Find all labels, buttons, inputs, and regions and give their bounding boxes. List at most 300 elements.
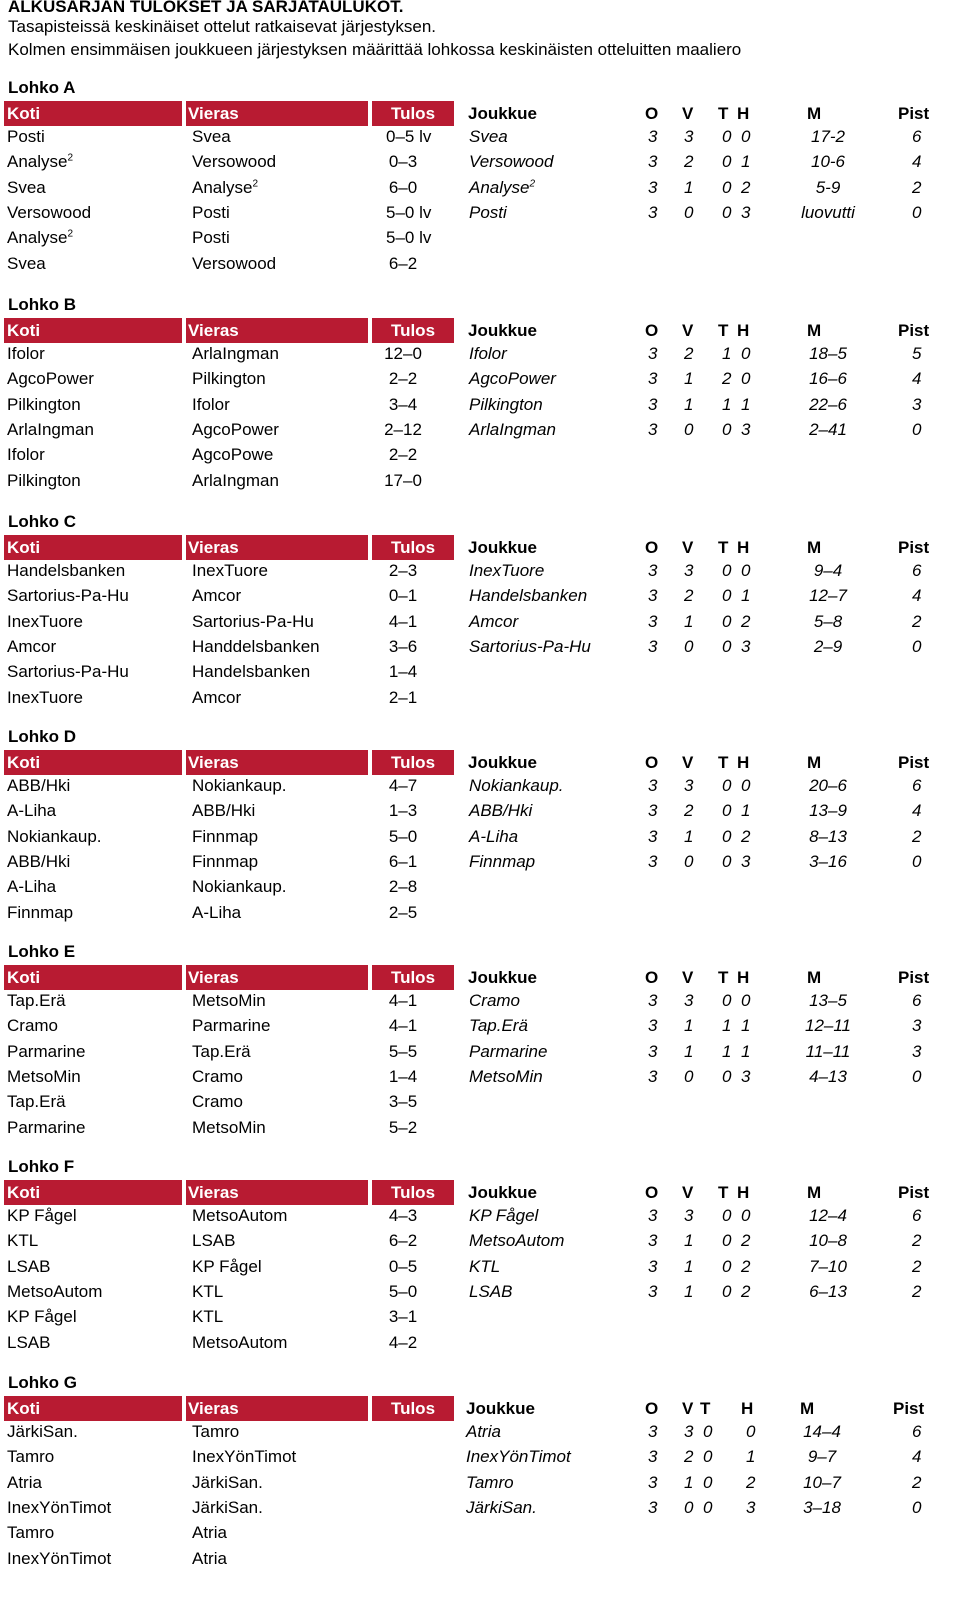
standing-losses: 3 bbox=[741, 1066, 751, 1086]
match-row bbox=[0, 662, 960, 688]
standing-wins: 1 bbox=[684, 177, 694, 197]
away-team: MetsoAutom bbox=[192, 1206, 288, 1225]
standing-goals: 10-6 bbox=[810, 152, 846, 172]
match-result: 6–2 bbox=[388, 253, 418, 273]
standing-wins: 0 bbox=[684, 636, 694, 656]
header-koti: Koti bbox=[4, 750, 182, 775]
footnote-mark: 2 bbox=[67, 152, 74, 164]
away-team: Versowood bbox=[192, 152, 277, 172]
standing-wins: 2 bbox=[684, 344, 694, 363]
standing-team: KP Fågel bbox=[469, 1206, 539, 1225]
header-koti: Koti bbox=[4, 535, 182, 560]
match-row bbox=[0, 1333, 960, 1359]
standing-played: 3 bbox=[648, 826, 658, 846]
home-team: Atria bbox=[7, 1472, 42, 1492]
header-koti: Koti bbox=[4, 1396, 182, 1421]
standing-played: 3 bbox=[648, 991, 658, 1010]
match-row bbox=[0, 1016, 960, 1042]
standing-draws: 0 bbox=[703, 1447, 713, 1467]
standing-points: 0 bbox=[912, 202, 922, 222]
home-team: Tap.Erä bbox=[7, 1092, 66, 1112]
match-row bbox=[0, 637, 960, 663]
away-team: MetsoMin bbox=[192, 991, 266, 1010]
header-o: O bbox=[645, 538, 659, 557]
standing-points: 4 bbox=[912, 369, 922, 389]
match-row bbox=[0, 903, 960, 929]
match-result: 0–3 bbox=[388, 152, 418, 172]
standing-losses: 0 bbox=[741, 991, 751, 1010]
standing-wins: 1 bbox=[684, 611, 694, 631]
standing-played: 3 bbox=[648, 1281, 658, 1301]
header-o: O bbox=[645, 753, 659, 772]
match-row bbox=[0, 827, 960, 853]
standing-team: Cramo bbox=[469, 991, 521, 1010]
standing-losses: 2 bbox=[741, 1231, 751, 1251]
standing-draws: 0 bbox=[722, 851, 732, 871]
group-b bbox=[0, 295, 960, 500]
group-f bbox=[0, 1157, 960, 1362]
away-team: Posti bbox=[192, 202, 230, 222]
header-o: O bbox=[645, 1399, 659, 1418]
standing-losses: 3 bbox=[741, 202, 751, 222]
header-vieras: Vieras bbox=[186, 1180, 368, 1205]
header-m: M bbox=[807, 538, 822, 557]
away-team: Atria bbox=[192, 1523, 227, 1543]
standing-goals: 7–10 bbox=[809, 1256, 847, 1276]
match-row bbox=[0, 688, 960, 714]
standing-team: Handelsbanken bbox=[469, 586, 588, 606]
standing-points: 5 bbox=[912, 344, 922, 363]
standing-losses: 0 bbox=[741, 369, 751, 389]
header-h: H bbox=[741, 1399, 754, 1418]
match-row bbox=[0, 776, 960, 802]
match-result: 0–1 bbox=[388, 586, 418, 606]
match-result: 17–0 bbox=[384, 470, 422, 490]
match-result: 2–2 bbox=[388, 445, 418, 465]
standing-team: Versowood bbox=[469, 152, 554, 172]
header-koti: Koti bbox=[4, 318, 182, 343]
header-o: O bbox=[645, 321, 659, 340]
home-team: AgcoPower bbox=[7, 369, 94, 389]
match-row bbox=[0, 991, 960, 1017]
match-row bbox=[0, 471, 960, 497]
header-v: V bbox=[682, 321, 694, 340]
standing-points: 0 bbox=[912, 419, 922, 439]
header-joukkue: Joukkue bbox=[468, 968, 537, 987]
standing-wins: 1 bbox=[684, 1281, 694, 1301]
match-result: 6–0 bbox=[388, 177, 418, 197]
standing-team: ArlaIngman bbox=[469, 419, 556, 439]
standing-goals: 16–6 bbox=[809, 369, 847, 389]
header-t: T bbox=[718, 753, 729, 772]
standing-draws: 0 bbox=[722, 1066, 732, 1086]
header-joukkue: Joukkue bbox=[468, 321, 537, 340]
match-result: 4–7 bbox=[388, 776, 418, 795]
standing-goals: 10–8 bbox=[809, 1231, 847, 1251]
header-vieras: Vieras bbox=[186, 965, 368, 990]
standing-points: 2 bbox=[912, 826, 922, 846]
group-c bbox=[0, 512, 960, 717]
standing-wins: 0 bbox=[684, 1066, 694, 1086]
match-row bbox=[0, 1042, 960, 1068]
match-result: 6–1 bbox=[388, 851, 418, 871]
standing-losses: 1 bbox=[746, 1447, 756, 1467]
group-d bbox=[0, 727, 960, 932]
standing-draws: 0 bbox=[722, 1256, 732, 1276]
standing-points: 6 bbox=[912, 561, 922, 580]
match-result: 4–1 bbox=[388, 991, 418, 1010]
standing-draws: 0 bbox=[722, 1281, 732, 1301]
match-row bbox=[0, 877, 960, 903]
standing-points: 3 bbox=[912, 1041, 922, 1061]
standing-wins: 3 bbox=[684, 1422, 694, 1441]
standing-goals: 20–6 bbox=[809, 776, 847, 795]
standing-played: 3 bbox=[648, 1041, 658, 1061]
standing-goals: 18–5 bbox=[809, 344, 847, 363]
home-team: KTL bbox=[7, 1231, 39, 1251]
standing-losses: 2 bbox=[741, 826, 751, 846]
header-vieras: Vieras bbox=[186, 535, 368, 560]
standing-points: 2 bbox=[912, 611, 922, 631]
standing-points: 2 bbox=[912, 1472, 922, 1492]
home-team: MetsoAutom bbox=[7, 1281, 103, 1301]
home-team: Ifolor bbox=[7, 344, 45, 363]
standing-team: KTL bbox=[469, 1256, 501, 1276]
standing-wins: 1 bbox=[684, 1016, 694, 1036]
standing-team: Sartorius-Pa-Hu bbox=[469, 636, 591, 656]
match-result: 12–0 bbox=[384, 344, 422, 363]
standing-losses: 0 bbox=[741, 561, 751, 580]
match-result: 0–5 lv bbox=[386, 127, 432, 146]
match-row bbox=[0, 1231, 960, 1257]
home-team: Finnmap bbox=[7, 902, 74, 922]
standing-played: 3 bbox=[648, 1231, 658, 1251]
standing-played: 3 bbox=[648, 636, 658, 656]
match-result: 5–0 lv bbox=[386, 202, 432, 222]
match-row bbox=[0, 1473, 960, 1499]
standing-draws: 0 bbox=[722, 611, 732, 631]
header-tulos: Tulos bbox=[372, 318, 454, 343]
match-result: 3–5 bbox=[388, 1092, 418, 1112]
standing-played: 3 bbox=[648, 202, 658, 222]
standing-points: 6 bbox=[912, 776, 922, 795]
match-row bbox=[0, 254, 960, 280]
header-tulos: Tulos bbox=[372, 750, 454, 775]
standing-wins: 3 bbox=[684, 991, 694, 1010]
home-team: ABB/Hki bbox=[7, 776, 71, 795]
header-v: V bbox=[682, 1183, 694, 1202]
standing-team: Finnmap bbox=[469, 851, 536, 871]
group-e bbox=[0, 942, 960, 1147]
standing-draws: 0 bbox=[722, 1206, 732, 1225]
header-tulos: Tulos bbox=[372, 1396, 454, 1421]
standing-points: 4 bbox=[912, 152, 922, 172]
standing-draws: 0 bbox=[722, 776, 732, 795]
match-row bbox=[0, 1282, 960, 1308]
home-team: A-Liha bbox=[7, 877, 57, 897]
header-v: V bbox=[682, 104, 694, 123]
standing-wins: 0 bbox=[684, 851, 694, 871]
header-h: H bbox=[737, 753, 750, 772]
home-team: A-Liha bbox=[7, 801, 57, 821]
header-t: T bbox=[718, 968, 729, 987]
header-pist: Pist bbox=[898, 321, 930, 340]
home-team: Tamro bbox=[7, 1523, 55, 1543]
match-row bbox=[0, 344, 960, 370]
footnote-mark: 2 bbox=[67, 228, 74, 240]
match-row bbox=[0, 1118, 960, 1144]
header-vieras: Vieras bbox=[186, 318, 368, 343]
standing-goals: 5–8 bbox=[813, 611, 843, 631]
group-g bbox=[0, 1373, 960, 1578]
header-koti: Koti bbox=[4, 965, 182, 990]
standing-losses: 2 bbox=[741, 1256, 751, 1276]
standing-draws: 0 bbox=[703, 1422, 713, 1441]
header-vieras: Vieras bbox=[186, 750, 368, 775]
header-joukkue: Joukkue bbox=[468, 753, 537, 772]
match-result: 2–1 bbox=[388, 687, 418, 707]
away-team: KP Fågel bbox=[192, 1256, 262, 1276]
standing-played: 3 bbox=[648, 561, 658, 580]
match-result: 4–2 bbox=[388, 1332, 418, 1352]
standing-goals: luovutti bbox=[801, 202, 855, 222]
standing-goals: 9–7 bbox=[807, 1447, 837, 1467]
standing-losses: 0 bbox=[741, 127, 751, 146]
header-o: O bbox=[645, 1183, 659, 1202]
standing-team: MetsoAutom bbox=[469, 1231, 565, 1251]
standing-wins: 1 bbox=[684, 394, 694, 414]
match-result: 1–3 bbox=[388, 801, 418, 821]
standing-points: 6 bbox=[912, 127, 922, 146]
standing-played: 3 bbox=[648, 177, 658, 197]
standing-points: 6 bbox=[912, 1206, 922, 1225]
standing-wins: 1 bbox=[684, 369, 694, 389]
home-team: Tamro bbox=[7, 1447, 55, 1467]
standing-wins: 3 bbox=[684, 127, 694, 146]
standing-played: 3 bbox=[648, 127, 658, 146]
standing-losses: 1 bbox=[741, 152, 751, 172]
home-team: KP Fågel bbox=[7, 1206, 77, 1225]
standing-points: 6 bbox=[912, 1422, 922, 1441]
standing-team: Parmarine bbox=[469, 1041, 548, 1061]
standing-team: Nokiankaup. bbox=[469, 776, 564, 795]
standing-goals: 4–13 bbox=[809, 1066, 847, 1086]
standing-losses: 2 bbox=[741, 177, 751, 197]
away-team: Cramo bbox=[192, 1066, 244, 1086]
standing-wins: 1 bbox=[684, 1041, 694, 1061]
standing-played: 3 bbox=[648, 369, 658, 389]
standing-team: InexYönTimot bbox=[466, 1447, 571, 1467]
standing-wins: 0 bbox=[684, 1497, 694, 1517]
away-team: Ifolor bbox=[192, 394, 230, 414]
home-team: Nokiankaup. bbox=[7, 826, 102, 846]
group-title: Lohko A bbox=[8, 78, 76, 97]
header-m: M bbox=[807, 321, 822, 340]
header-pist: Pist bbox=[898, 104, 930, 123]
standing-played: 3 bbox=[648, 1497, 658, 1517]
standing-wins: 1 bbox=[684, 1231, 694, 1251]
header-t: T bbox=[718, 538, 729, 557]
match-result: 5–0 lv bbox=[386, 228, 432, 248]
match-row bbox=[0, 228, 960, 254]
header-joukkue: Joukkue bbox=[466, 1399, 535, 1418]
away-team: Versowood bbox=[192, 253, 277, 273]
home-team: Svea bbox=[7, 253, 46, 273]
header-t: T bbox=[718, 1183, 729, 1202]
standing-played: 3 bbox=[648, 801, 658, 821]
standing-goals: 2–9 bbox=[813, 636, 843, 656]
standing-draws: 0 bbox=[722, 202, 732, 222]
away-team: ArlaIngman bbox=[192, 344, 279, 363]
standing-played: 3 bbox=[648, 1472, 658, 1492]
home-team: Amcor bbox=[7, 636, 57, 656]
standing-played: 3 bbox=[648, 1016, 658, 1036]
standing-draws: 0 bbox=[722, 419, 732, 439]
header-tulos: Tulos bbox=[372, 1180, 454, 1205]
group-title: Lohko F bbox=[8, 1157, 75, 1176]
standing-played: 3 bbox=[648, 1256, 658, 1276]
standing-wins: 3 bbox=[684, 1206, 694, 1225]
standing-played: 3 bbox=[648, 1447, 658, 1467]
standing-team: Posti bbox=[469, 202, 507, 222]
standing-played: 3 bbox=[648, 851, 658, 871]
standing-losses: 1 bbox=[741, 586, 751, 606]
standing-losses: 1 bbox=[741, 394, 751, 414]
away-team: InexYönTimot bbox=[192, 1447, 297, 1467]
standing-losses: 3 bbox=[741, 636, 751, 656]
match-row bbox=[0, 1307, 960, 1333]
match-result: 4–1 bbox=[388, 1016, 418, 1036]
home-team: Pilkington bbox=[7, 470, 81, 490]
match-result: 5–2 bbox=[388, 1117, 418, 1137]
header-pist: Pist bbox=[898, 753, 930, 772]
standing-goals: 2–41 bbox=[809, 419, 847, 439]
match-result: 1–4 bbox=[388, 1066, 418, 1086]
away-team: Atria bbox=[192, 1548, 227, 1568]
standing-goals: 22–6 bbox=[809, 394, 847, 414]
standing-points: 0 bbox=[912, 851, 922, 871]
away-team: InexTuore bbox=[192, 561, 268, 580]
page-title: ALKUSARJAN TULOKSET JA SARJATAULUKOT. bbox=[8, 0, 404, 16]
away-team: Sartorius-Pa-Hu bbox=[192, 611, 314, 631]
standing-team: Tamro bbox=[466, 1472, 514, 1492]
match-row bbox=[0, 445, 960, 471]
home-team: InexYönTimot bbox=[7, 1548, 112, 1568]
subtitle-2: Kolmen ensimmäisen joukkueen järjestyksen määrittää lohkossa keskinäisten otteluitten maaliero bbox=[8, 40, 742, 59]
away-team: Amcor bbox=[192, 687, 242, 707]
header-h: H bbox=[737, 1183, 750, 1202]
header-tulos: Tulos bbox=[372, 101, 454, 126]
standing-losses: 3 bbox=[746, 1497, 756, 1517]
standing-points: 2 bbox=[912, 177, 922, 197]
standing-goals: 17-2 bbox=[810, 127, 846, 146]
match-result: 1–4 bbox=[388, 662, 418, 682]
standing-draws: 1 bbox=[722, 1016, 732, 1036]
standing-team: InexTuore bbox=[469, 561, 545, 580]
header-h: H bbox=[737, 538, 750, 557]
standing-draws: 0 bbox=[722, 1231, 732, 1251]
home-team: KP Fågel bbox=[7, 1307, 77, 1327]
header-h: H bbox=[737, 968, 750, 987]
home-team: Versowood bbox=[7, 202, 92, 222]
match-row bbox=[0, 420, 960, 446]
match-result: 5–0 bbox=[388, 826, 418, 846]
header-joukkue: Joukkue bbox=[468, 1183, 537, 1202]
standing-played: 3 bbox=[648, 344, 658, 363]
standing-wins: 1 bbox=[684, 1256, 694, 1276]
match-result: 4–3 bbox=[388, 1206, 418, 1225]
away-team: KTL bbox=[192, 1307, 224, 1327]
home-team: Analyse$^2$ bbox=[7, 228, 74, 248]
match-row bbox=[0, 801, 960, 827]
away-team: Finnmap bbox=[192, 826, 259, 846]
header-t: T bbox=[718, 104, 729, 123]
standing-points: 0 bbox=[912, 1066, 922, 1086]
standing-team: Amcor bbox=[469, 611, 519, 631]
match-result: 2–8 bbox=[388, 877, 418, 897]
home-team: MetsoMin bbox=[7, 1066, 81, 1086]
header-vieras: Vieras bbox=[186, 101, 368, 126]
match-row bbox=[0, 1422, 960, 1448]
header-o: O bbox=[645, 968, 659, 987]
standing-played: 3 bbox=[648, 586, 658, 606]
standing-wins: 3 bbox=[684, 561, 694, 580]
standing-draws: 1 bbox=[722, 394, 732, 414]
standing-draws: 0 bbox=[722, 636, 732, 656]
match-row bbox=[0, 1257, 960, 1283]
header-koti: Koti bbox=[4, 101, 182, 126]
header-m: M bbox=[807, 1183, 822, 1202]
standing-losses: 3 bbox=[741, 851, 751, 871]
header-pist: Pist bbox=[898, 968, 930, 987]
home-team: InexYönTimot bbox=[7, 1497, 112, 1517]
home-team: Parmarine bbox=[7, 1117, 86, 1137]
match-row bbox=[0, 152, 960, 178]
standing-wins: 1 bbox=[684, 1472, 694, 1492]
standing-losses: 0 bbox=[741, 344, 751, 363]
away-team: JärkiSan. bbox=[192, 1472, 263, 1492]
standing-losses: 2 bbox=[746, 1472, 756, 1492]
home-team: Cramo bbox=[7, 1016, 59, 1036]
home-team: InexTuore bbox=[7, 687, 83, 707]
match-result: 0–5 bbox=[388, 1256, 418, 1276]
standing-wins: 1 bbox=[684, 826, 694, 846]
group-title: Lohko D bbox=[8, 727, 76, 746]
standing-draws: 0 bbox=[722, 561, 732, 580]
match-row bbox=[0, 586, 960, 612]
standing-losses: 1 bbox=[741, 1041, 751, 1061]
away-team: AgcoPower bbox=[192, 419, 279, 439]
standing-team: MetsoMin bbox=[469, 1066, 543, 1086]
group-title: Lohko E bbox=[8, 942, 76, 961]
match-result: 2–12 bbox=[384, 419, 422, 439]
home-team: Posti bbox=[7, 127, 45, 146]
standing-wins: 0 bbox=[684, 419, 694, 439]
match-row bbox=[0, 1549, 960, 1575]
match-result: 3–1 bbox=[388, 1307, 418, 1327]
away-team: JärkiSan. bbox=[192, 1497, 263, 1517]
standing-losses: 3 bbox=[741, 419, 751, 439]
standing-losses: 1 bbox=[741, 1016, 751, 1036]
standing-points: 4 bbox=[912, 586, 922, 606]
footnote-mark: 2 bbox=[252, 177, 259, 189]
subtitle-1: Tasapisteissä keskinäiset ottelut ratkaisevat järjestyksen. bbox=[8, 17, 437, 36]
header-pist: Pist bbox=[898, 1183, 930, 1202]
match-row bbox=[0, 561, 960, 587]
group-title: Lohko B bbox=[8, 295, 76, 314]
match-row bbox=[0, 178, 960, 204]
header-pist: Pist bbox=[893, 1399, 925, 1418]
